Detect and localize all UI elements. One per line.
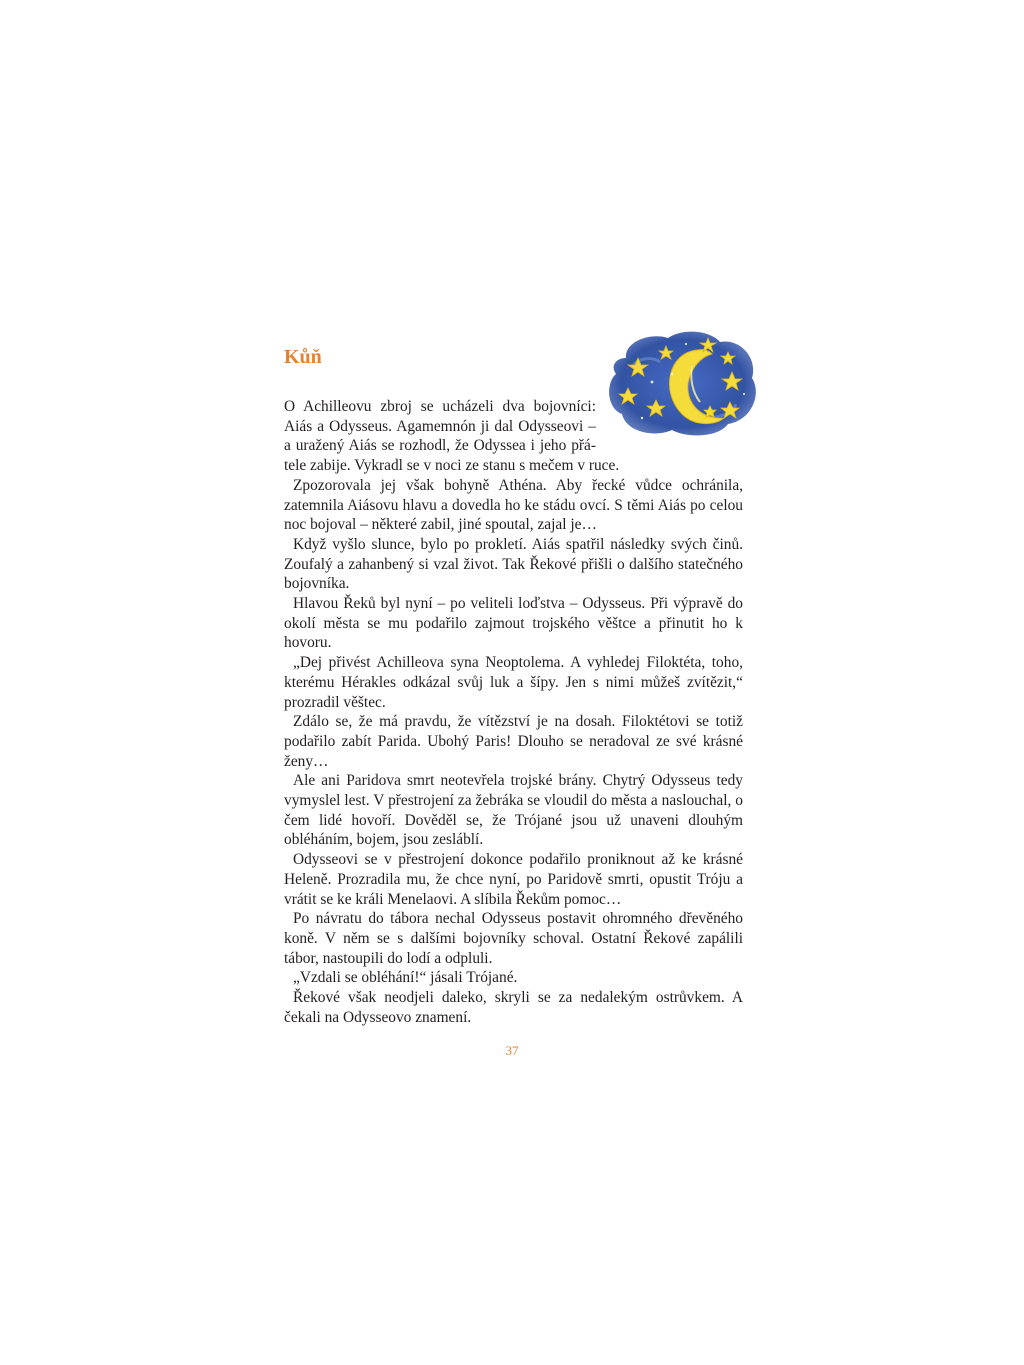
paragraph: „Dej přivést Achilleova syna Neoptolema. A vyhledej Filoktéta, toho, kterému Hérakles odkázal svůj luk a šípy. Jen s nimi můžeš zvítězit,“ prozradil věštec. — [284, 654, 743, 711]
paragraph: Zdálo se, že má pravdu, že vítězství je na dosah. Filoktétovi se totiž podařilo zabít Parida. Ubohý Paris! Dlouho se neradoval ze své krásné ženy… — [284, 713, 743, 770]
paragraph: Po návratu do tábora nechal Odysseus postavit ohromného dřevěného koně. V něm se s dalšími bojovníky schoval. Ostatní Řekové zapálili tábor, nastoupili do lodí a odpluli. — [284, 910, 743, 967]
paragraph: „Vzdali se obléhání!“ jásali Trójané. — [293, 969, 518, 987]
paragraph: Zpozorovala jej však bohyně Athéna. Aby řecké vůdce ochránila, zatemnila Aiásovu hlavu a dovedla ho ke stádu ovcí. S těmi Aiás po celou noc bojoval – některé zabil, jiné spoutal, zajal je… — [284, 476, 743, 534]
paragraph: Hlavou Řeků byl nyní – po veliteli loďstva – Odysseus. Při výpravě do okolí města se mu podařilo zajmout trojského věštce a přinutit ho k hovoru. — [284, 595, 743, 652]
chapter-title: Kůň — [284, 346, 322, 368]
intro-line: Aiás a Odysseus. Agamemnón ji dal Odysseovi – — [284, 417, 596, 435]
intro-paragraph — [284, 397, 743, 476]
paragraph: Odysseovi se v přestrojení dokonce podařilo proniknout až ke krásné Heleně. Prozradila mu, že chce nyní, po Paridově smrti, opustit Tróju a vrátit se ke králi Menelaovi. A slíbila Řekům pomoc… — [284, 851, 743, 908]
paragraph: Když vyšlo slunce, bylo po prokletí. Aiás spatřil následky svých činů. Zoufalý a zahanbený si vzal život. Tak Řekové přišli o dalšího statečného bojovníka. — [284, 535, 743, 593]
page-number: 37 — [505, 1043, 519, 1058]
paragraph: Ale ani Paridova smrt neotevřela trojské brány. Chytrý Odysseus tedy vymyslel lest. V přestrojení za žebráka se vloudil do města a naslouchal, o čem lidé hovoří. Dověděl se, že Trójané jsou už unaveni dlouhým obléháním, bojem, jsou zesláblí. — [284, 772, 743, 849]
chapter-text — [284, 397, 743, 1028]
paragraph: Řekové však neodjeli daleko, skryli se za nedalekým ostrůvkem. A čekali na Odysseovo znamení. — [284, 989, 743, 1026]
intro-line: a uražený Aiás se rozhodl, že Odyssea i jeho přá- — [284, 437, 596, 455]
intro-line: tele zabije. Vykradl se v noci ze stanu s mečem v ruce. — [284, 457, 620, 475]
intro-line: O Achilleovu zbroj se ucházeli dva bojovníci: — [284, 398, 596, 415]
